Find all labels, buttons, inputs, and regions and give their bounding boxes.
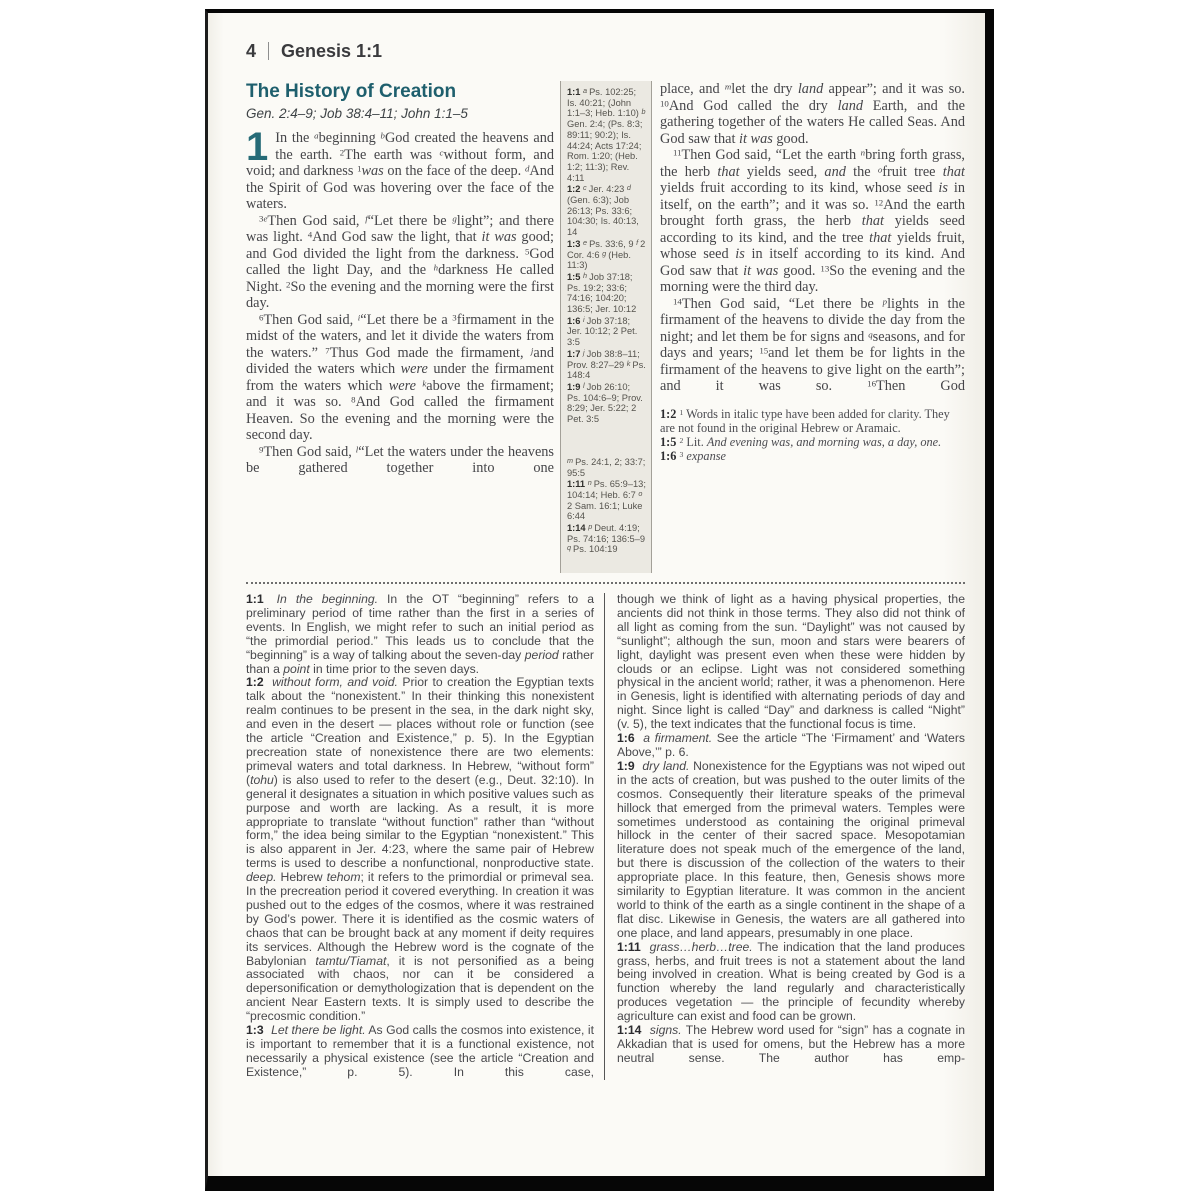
crossref-entry: 1:11 n Ps. 65:9–13; 104:14; Heb. 6:7 o 2 Sam. 16:1; Luke 6:44	[567, 478, 646, 522]
header-divider	[268, 42, 269, 60]
verse-paragraph: $^{14}$Then God said, “Let there be $^p$lights in the firmament of the heavens to divide the day from the night; and let them be for signs and $^q$seasons, and for days and years; $^{15}$and let them be for lights in the firmament of the heavens to give light on the earth”; and it was so. $^{16}$Then God	[660, 295, 965, 394]
scripture-section	[246, 81, 965, 573]
verse-paragraph	[246, 125, 555, 213]
running-head	[246, 41, 965, 67]
dotted-divider	[246, 582, 965, 584]
verse-text: In the $^a$beginning $^b$God created the heavens and the earth. $^2$The earth was $^c$without form, and void; and darkness $^1$was on the face of the deep. $^d$And the Spirit of God was hovering over the face of the waters.	[246, 130, 555, 212]
book-page	[205, 9, 994, 1191]
crossref-entry: 1:14 p Deut. 4:19; Ps. 74:16; 136:5–9 q Ps. 104:19	[567, 522, 646, 555]
crossref-entry: 1:3 e Ps. 33:6, 9 f 2 Cor. 4:6 g (Heb. 11:3)	[567, 238, 646, 271]
verse-paragraph: $^{11}$Then God said, “Let the earth $^n$bring forth grass, the herb that yields seed, and the $^o$fruit tree that yields fruit according to its kind, whose seed is in itself, on the earth”; and it was so. $^{12}$And the earth brought forth grass, the herb that yields seed according to its kind, and the tree that yields fruit, whose seed is in itself according to its kind. And God saw that it was good. $^{13}$So the evening and the morning were the third day.	[660, 147, 965, 295]
verse-paragraph: place, and $^m$let the dry land appear”; and it was so. $^{10}$And God called the dry land Earth, and the gathering together of the waters He called Seas. And God saw that it was good.	[660, 81, 965, 147]
verse-paragraph: $^{3e}$Then God said, $^f$“Let there be $^g$light”; and there was light. $^4$And God saw the light, that it was good; and God divided the light from the darkness. $^5$God called the light Day, and the $^h$darkness He called Night. $^2$So the evening and the morning were the first day.	[246, 212, 555, 311]
commentary-note: 1:2 without form, and void. Prior to creation the Egyptian texts talk about the “nonexistent.” In their thinking this nonexistent realm continues to be present in the sea, in the dark night sky, and even in the desert — places without role or function (see the article “Creation and Existence,” p. 5). In the Egyptian precreation state of nonexistence there are two elements: primeval waters and total darkness. In Hebrew, “without form” (tohu) is also used to refer to the desert (e.g., Deut. 32:10). In general it designates a situation in which positive values such as purpose and worth are lacking. As a result, it is more appropriate to translate “without function” rather than “without form,” the idea being similar to the Egyptian “nonexistent.” This is also apparent in Jer. 4:23, where the same pair of Hebrew terms is used to describe a nonfunctional, nonproductive state. deep. Hebrew tehom; it refers to the primordial or primeval sea. In the precreation period it covered everything. In creation it was pushed out to the edges of the cosmos, where it was restrained by God’s power. There it is identified as the cosmic waters of chaos that can be brought back at any moment if deity requires its services. Although the Hebrew word is the cognate of the Babylonian tamtu/Tiamat, it is not personified as a being associated with chaos, nor can it be considered a depersonification or demythologization that is dependent on the ancient Near Eastern texts. It is simply used to describe the “precosmic condition.”	[246, 675, 594, 1024]
commentary-note: 1:14 signs. The Hebrew word used for “sign” has a cognate in Akkadian that is used for omens, but the Hebrew has a more neutral sense. The author has emp-	[617, 1023, 965, 1065]
footnote: 1:2 $^1$ Words in italic type have been added for clarity. They are not found in the original Hebrew or Aramaic.	[660, 406, 950, 435]
page-number: 4	[246, 41, 257, 61]
crossref-entry: m Ps. 24:1, 2; 33:7; 95:5	[567, 455, 646, 478]
page-content	[246, 29, 965, 1166]
commentary-column-right	[604, 593, 965, 1080]
commentary-section	[246, 593, 965, 1080]
commentary-note: 1:9 dry land. Nonexistence for the Egyptians was not wiped out in the acts of creation, but was pushed to the outer limits of the cosmos. Consequently their literature speaks of the primeval hillock that emerged from the primeval waters. Temples were sometimes understood as containing the original primeval hillock in the center of their sacred space. Mesopotamian literature does not speak much of the emergence of the land, but there is discussion of the collection of the waters to their appropriate place. In this feature, then, Genesis shows more similarity to Egyptian literature. It was common in the ancient world to think of the earth as a single continent in the shape of a flat disc. Likewise in Genesis, the waters are all gathered into one place, and land appears, presumably in one place.	[617, 758, 965, 940]
scripture-column-left	[246, 81, 554, 573]
crossref-entry: 1:2 c Jer. 4:23 d (Gen. 6:3); Job 26:13; Ps. 33:6; 104:30; Is. 40:13, 14	[567, 183, 639, 238]
footnote: 1:5 $^2$ Lit. And evening was, and morning was, a day, one.	[660, 435, 942, 450]
running-head-title: Genesis 1:1	[281, 41, 383, 61]
commentary-note: 1:6 a firmament. See the article “The ‘Firmament’ and ‘Waters Above,’” p. 6.	[617, 731, 965, 759]
crossref-entry: 1:9 l Job 26:10; Ps. 104:6–9; Prov. 8:29; Jer. 5:22; 2 Pet. 3:5	[567, 381, 643, 425]
section-heading: The History of Creation	[246, 81, 457, 102]
commentary-note: 1:1 In the beginning. In the OT “beginning” refers to a preliminary period of time rather than the first in a series of events. In English, we might refer to such an initial period as “the primordial period.” This leads us to conclude that the “beginning” is a way of talking about the seven-day period rather than a point in time prior to the seven days.	[246, 592, 595, 676]
scripture-column-right	[660, 81, 965, 573]
crossref-entry: 1:1 a Ps. 102:25; Is. 40:21; (John 1:1–3; Heb. 1:10) b Gen. 2:4; (Ps. 8:3; 89:11; 90:2); Is. 44:24; Acts 17:24; Rom. 1:20; (Heb. 1:2; 11:3); Rev. 4:11	[567, 86, 646, 183]
verse-paragraph: $^6$Then God said, $^i$“Let there be a $^3$firmament in the midst of the waters, and let it divide the waters from the waters.” $^7$Thus God made the firmament, $^j$and divided the waters which were under the firmament from the waters which were $^k$above the firmament; and it was so. $^8$And God called the firmament Heaven. So the evening and the morning were the second day.	[246, 311, 555, 443]
crossref-entry: 1:7 j Job 38:8–11; Prov. 8:27–29 k Ps. 148:4	[567, 348, 646, 381]
translator-footnotes	[660, 407, 965, 464]
commentary-note: 1:3 Let there be light. As God calls the cosmos into existence, it is important to remember that it is a functional existence, not necessarily a physical existence (see the article “Creation and Existence,” p. 5). In this case,	[246, 1023, 594, 1079]
chapter-number-dropcap: 1	[246, 125, 269, 169]
crossref-entry: 1:5 h Job 37:18; Ps. 19:2; 33:6; 74:16; 104:20; 136:5; Jer. 10:12	[567, 271, 637, 315]
parallel-passage-refs: Gen. 2:4–9; Job 38:4–11; John 1:1–5	[246, 106, 468, 121]
crossref-column	[560, 81, 652, 573]
commentary-column-left	[246, 593, 604, 1080]
crossref-entry: 1:6 i Job 37:18; Jer. 10:12; 2 Pet. 3:5	[567, 314, 638, 348]
commentary-note: though we think of light as a having physical properties, the ancients did not think in those terms. They also did not think of all light as coming from the sun. “Daylight” was not caused by “sunlight”; although the sun, moon and stars were bearers of light, daylight was present even when these were hidden by clouds or an eclipse. Light was not considered something physical in the ancient world; rather, it was a phenomenon. Here in Genesis, light is identified with alternating periods of day and night. Since light is called “Day” and darkness is called “Night” (v. 5), the text indicates that the functional focus is time.	[617, 592, 965, 732]
verse-paragraph: $^9$Then God said, $^l$“Let the waters under the heavens be gathered together into one	[246, 443, 554, 476]
commentary-note: 1:11 grass…herb…tree. The indication that the land produces grass, herbs, and fruit trees is not a statement about the land being involved in creation. What is being created by God is a function whereby the land regularly and characteristically produces vegetation — the principle of fecundity whereby agriculture can exist and food can be grown.	[617, 939, 965, 1024]
footnote: 1:6 $^3$ expanse	[660, 449, 726, 464]
